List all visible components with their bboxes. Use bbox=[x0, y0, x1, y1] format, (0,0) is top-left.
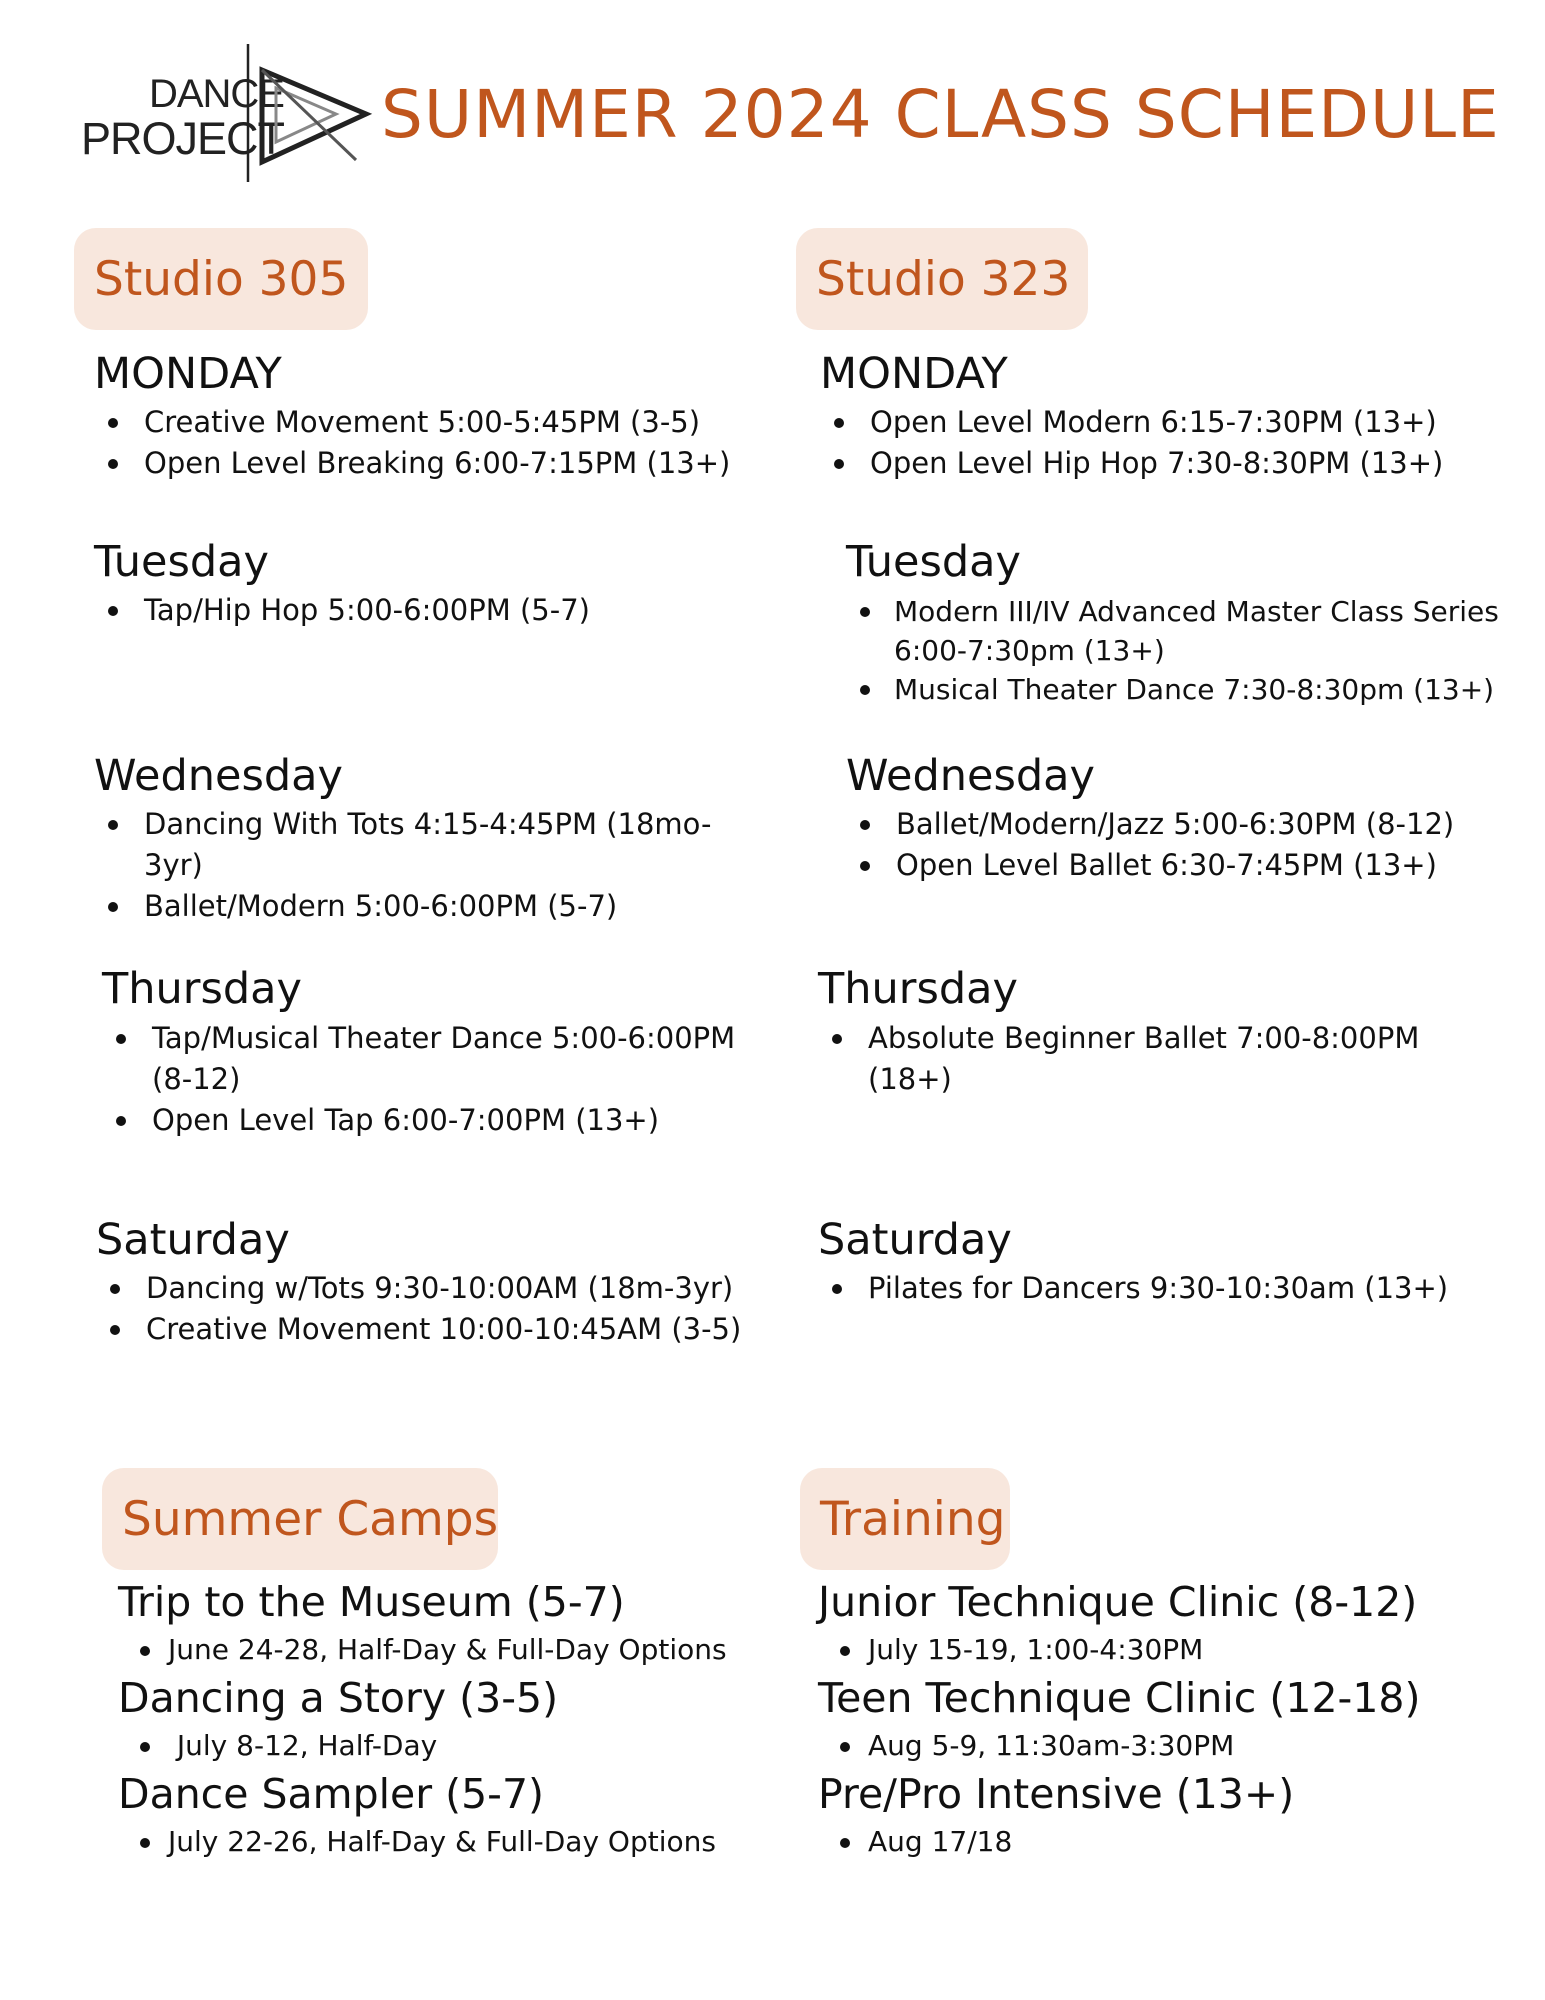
logo-line-2: PROJECT bbox=[80, 113, 284, 164]
list-item: Modern III/IV Advanced Master Class Series 6:00-7:30pm (13+) bbox=[852, 592, 1512, 670]
summer-camps-label: Summer Camps bbox=[122, 1491, 499, 1547]
camp-detail-list bbox=[118, 1632, 727, 1668]
list-item: Ballet/Modern/Jazz 5:00-6:30PM (8-12) bbox=[846, 804, 1526, 845]
studio-323-saturday-heading: Saturday bbox=[818, 1215, 1012, 1265]
list-item: July 8-12, Half-Day bbox=[118, 1728, 437, 1764]
studio-305-saturday-list bbox=[96, 1268, 796, 1350]
camp-detail-list bbox=[118, 1824, 716, 1860]
list-item: July 15-19, 1:00-4:30PM bbox=[818, 1632, 1203, 1668]
studio-323-saturday-list bbox=[818, 1268, 1518, 1309]
studio-323-tuesday-heading: Tuesday bbox=[846, 537, 1021, 587]
studio-305-header bbox=[74, 228, 368, 330]
studio-323-wednesday-heading: Wednesday bbox=[846, 751, 1095, 801]
list-item: Open Level Modern 6:15-7:30PM (13+) bbox=[820, 402, 1500, 443]
page-title: SUMMER 2024 CLASS SCHEDULE bbox=[381, 76, 1500, 153]
list-item: Aug 5-9, 11:30am-3:30PM bbox=[818, 1728, 1234, 1764]
list-item: Absolute Beginner Ballet 7:00-8:00PM (18+) bbox=[818, 1018, 1438, 1100]
camp-title: Dancing a Story (3-5) bbox=[118, 1674, 559, 1722]
studio-323-wednesday-list bbox=[846, 804, 1526, 886]
list-item: Pilates for Dancers 9:30-10:30am (13+) bbox=[818, 1268, 1518, 1309]
list-item: Dancing w/Tots 9:30-10:00AM (18m-3yr) bbox=[96, 1268, 796, 1309]
studio-323-thursday-list bbox=[818, 1018, 1438, 1100]
list-item: Musical Theater Dance 7:30-8:30pm (13+) bbox=[852, 670, 1512, 709]
list-item: Aug 17/18 bbox=[818, 1824, 1012, 1860]
logo bbox=[60, 42, 380, 192]
list-item: July 22-26, Half-Day & Full-Day Options bbox=[118, 1824, 716, 1860]
list-item: Open Level Hip Hop 7:30-8:30PM (13+) bbox=[820, 443, 1500, 484]
list-item: June 24-28, Half-Day & Full-Day Options bbox=[118, 1632, 727, 1668]
studio-305-thursday-heading: Thursday bbox=[102, 964, 302, 1014]
studio-323-monday-list bbox=[820, 402, 1500, 484]
studio-305-tuesday-list bbox=[94, 590, 754, 631]
training-title: Pre/Pro Intensive (13+) bbox=[818, 1770, 1295, 1818]
studio-323-label: Studio 323 bbox=[816, 251, 1071, 307]
studio-323-header bbox=[796, 228, 1088, 330]
list-item: Creative Movement 5:00-5:45PM (3-5) bbox=[94, 402, 754, 443]
studio-305-label: Studio 305 bbox=[94, 251, 349, 307]
studio-305-monday-heading: MONDAY bbox=[94, 349, 282, 399]
camp-title: Dance Sampler (5-7) bbox=[118, 1770, 545, 1818]
training-label: Training bbox=[820, 1491, 1006, 1547]
studio-323-thursday-heading: Thursday bbox=[818, 964, 1018, 1014]
studio-305-saturday-heading: Saturday bbox=[96, 1215, 290, 1265]
studio-305-thursday-list bbox=[102, 1018, 762, 1141]
summer-camps-header bbox=[102, 1468, 498, 1570]
studio-305-wednesday-list bbox=[94, 804, 734, 927]
training-title: Teen Technique Clinic (12-18) bbox=[818, 1674, 1421, 1722]
training-title: Junior Technique Clinic (8-12) bbox=[818, 1578, 1418, 1626]
camp-detail-list bbox=[118, 1728, 437, 1764]
camp-title: Trip to the Museum (5-7) bbox=[118, 1578, 625, 1626]
studio-305-tuesday-heading: Tuesday bbox=[94, 537, 269, 587]
studio-305-monday-list bbox=[94, 402, 754, 484]
list-item: Open Level Ballet 6:30-7:45PM (13+) bbox=[846, 845, 1526, 886]
studio-323-monday-heading: MONDAY bbox=[820, 349, 1008, 399]
studio-323-tuesday-list bbox=[852, 592, 1512, 709]
play-triangle-icon bbox=[244, 42, 380, 192]
list-item: Creative Movement 10:00-10:45AM (3-5) bbox=[96, 1309, 796, 1350]
logo-line-1: DANCE bbox=[148, 72, 284, 116]
list-item: Open Level Breaking 6:00-7:15PM (13+) bbox=[94, 443, 754, 484]
training-detail-list bbox=[818, 1824, 1012, 1860]
list-item: Tap/Musical Theater Dance 5:00-6:00PM (8-12) bbox=[102, 1018, 762, 1100]
list-item: Ballet/Modern 5:00-6:00PM (5-7) bbox=[94, 886, 734, 927]
list-item: Dancing With Tots 4:15-4:45PM (18mo-3yr) bbox=[94, 804, 734, 886]
training-detail-list bbox=[818, 1632, 1203, 1668]
list-item: Open Level Tap 6:00-7:00PM (13+) bbox=[102, 1100, 762, 1141]
training-header bbox=[800, 1468, 1010, 1570]
training-detail-list bbox=[818, 1728, 1234, 1764]
studio-305-wednesday-heading: Wednesday bbox=[94, 751, 343, 801]
list-item: Tap/Hip Hop 5:00-6:00PM (5-7) bbox=[94, 590, 754, 631]
